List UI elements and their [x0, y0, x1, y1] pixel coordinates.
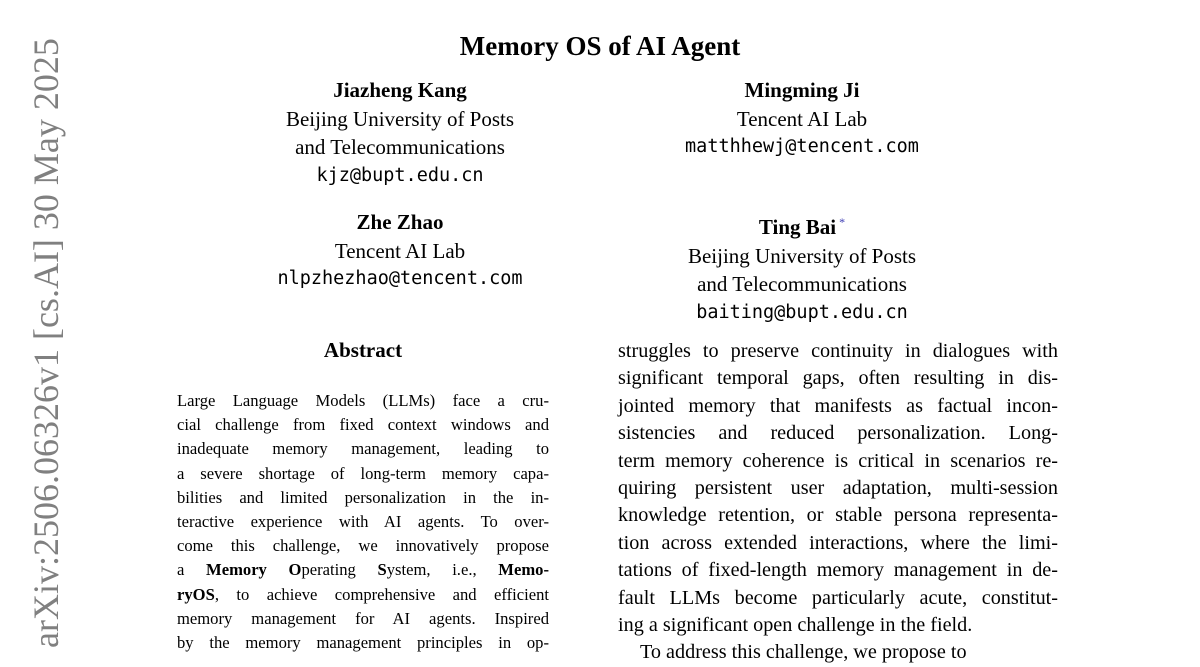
author-affiliation: Beijing University of Posts [687, 243, 917, 268]
body-line: tion across extended interactions, where the limi- [618, 531, 1058, 554]
author-name: Zhe Zhao [356, 210, 444, 234]
author-block-2 [602, 76, 1002, 162]
author-name: Mingming Ji [744, 78, 860, 102]
abstract-line-text: , to achieve comprehensive and efficient [214, 584, 549, 604]
memoryos-name-part: ryOS [177, 584, 215, 604]
author-block-1 [200, 76, 600, 190]
body-line: significant temporal gaps, often resulting in dis- [618, 367, 1058, 390]
abstract-line: Large Language Models (LLMs) face a cru- [177, 391, 549, 410]
abstract-line: by the memory management principles in op- [177, 632, 549, 652]
abstract-line [177, 583, 549, 607]
abstract-line: teractive experience with AI agents. To over- [177, 511, 549, 531]
paper-title: Memory OS of AI Agent [459, 31, 741, 61]
body-line: fault LLMs become particularly acute, constitut- [618, 586, 1058, 609]
author-name [602, 208, 1002, 242]
author-affiliation: and Telecommunications [697, 272, 907, 296]
body-line: tations of fixed-length memory management in de- [618, 559, 1058, 582]
abstract-line-text: a [177, 560, 207, 580]
author-email[interactable]: baiting@bupt.edu.cn [696, 301, 908, 323]
author-affiliation: Beijing University of Posts [285, 106, 515, 131]
abstract-line: a severe shortage of long-term memory capa- [177, 463, 549, 483]
abstract-heading: Abstract [323, 338, 403, 362]
body-line: sistencies and reduced personalization. Long- [618, 422, 1058, 445]
corresponding-author-marker[interactable]: * [839, 215, 846, 229]
body-line: quiring persistent user adaptation, multi-session [618, 476, 1058, 499]
body-line: knowledge retention, or stable persona representa- [618, 504, 1058, 527]
abstract-line: inadequate memory management, leading to [177, 439, 549, 459]
author-block-3 [200, 208, 600, 294]
memoryos-acronym-m: Memory O [206, 560, 302, 580]
arxiv-side-stamp: arXiv:2506.06326v1 [cs.AI] 30 May 2025 [26, 38, 66, 648]
author-affiliation: Tencent AI Lab [736, 106, 868, 131]
body-text-right-column [618, 338, 1058, 667]
abstract-line [177, 558, 549, 582]
author-email[interactable]: kjz@bupt.edu.cn [316, 164, 484, 186]
abstract-line: cial challenge from fixed context windows and [177, 415, 549, 435]
author-email[interactable]: matthhewj@tencent.com [685, 136, 919, 157]
body-line: struggles to preserve continuity in dialogues with [618, 340, 1058, 362]
author-affiliation: and Telecommunications [295, 135, 505, 159]
body-line: jointed memory that manifests as factual incon- [618, 394, 1058, 417]
abstract-line: bilities and limited personalization in the in- [177, 487, 549, 507]
memoryos-name-part: Memo- [498, 560, 549, 580]
memoryos-acronym-s: S [377, 560, 387, 580]
author-email[interactable]: nlpzhezhao@tencent.com [277, 268, 523, 289]
author-name: Jiazheng Kang [333, 78, 467, 102]
abstract-line-text: ystem, i.e., [386, 560, 499, 580]
body-line: To address this challenge, we propose to [640, 641, 967, 664]
author-name-text: Ting Bai [758, 215, 837, 239]
abstract-text [177, 389, 549, 655]
body-line: ing a significant open challenge in the field. [618, 613, 973, 636]
body-line: term memory coherence is critical in scenarios re- [618, 449, 1058, 472]
author-affiliation: Tencent AI Lab [334, 238, 466, 263]
author-block-4 [602, 208, 1002, 327]
abstract-line-text: perating [301, 560, 378, 580]
abstract-line: come this challenge, we innovatively propose [177, 536, 549, 556]
abstract-line: memory management for AI agents. Inspired [177, 608, 549, 628]
